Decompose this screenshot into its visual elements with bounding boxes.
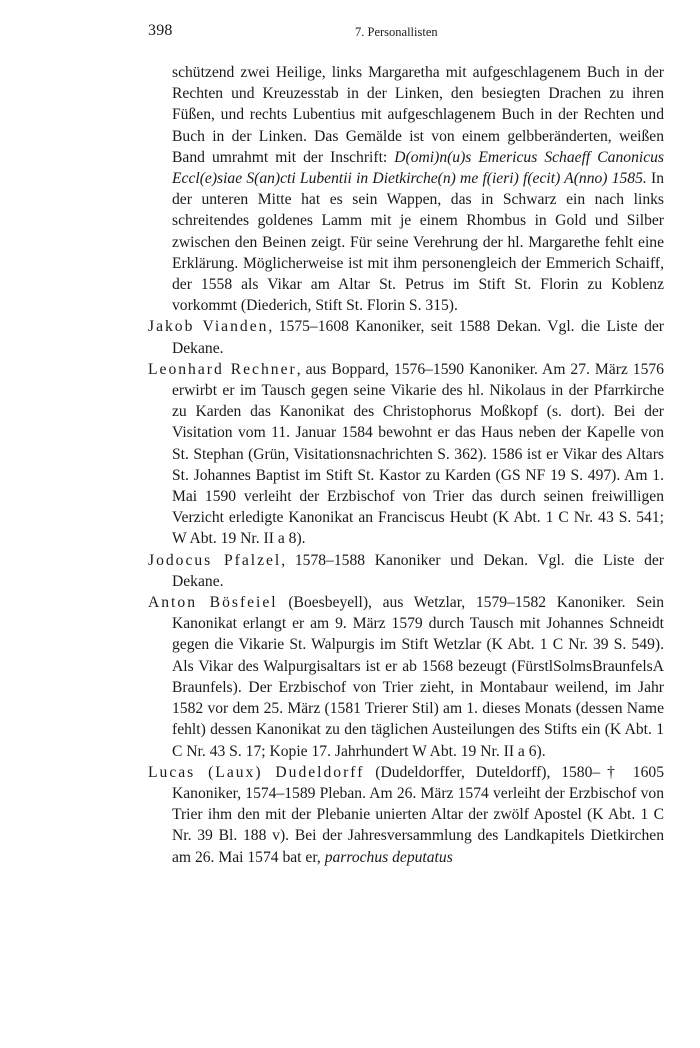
- entry-text: , 1575–1608 Kanoniker, seit 1588 Dekan. Vgl. die Liste der Dekane.: [172, 318, 664, 357]
- page-number: 398: [148, 22, 173, 39]
- main-text: [148, 62, 664, 868]
- entry-text: , 1578–1588 Kanoniker und Dekan. Vgl. die Liste der Dekane.: [172, 551, 664, 590]
- person-entry: [148, 359, 664, 550]
- person-name: Jakob Vianden: [148, 318, 269, 336]
- continuation-paragraph: [148, 62, 664, 316]
- person-name: Lucas (Laux) Dudeldorff: [148, 763, 365, 781]
- italic-phrase: parrochus deputatus: [324, 848, 453, 866]
- entry-text: (Dudeldorffer, Duteldorff), 1580–† 1605 Kanoniker, 1574–1589 Pleban. Am 26. März 1574 verleiht der Erzbischof von Trier ihm den mit der Plebanie unierten Altar der zwölf Apostel (K Abt. 1 C Nr. 39 Bl. 188 v). Bei der Jahresversammlung des Landkapitels Dietkirchen am 26. Mai 1574 bat er,: [172, 763, 664, 866]
- person-name: Jodocus Pfalzel: [148, 551, 282, 569]
- paragraph-text: In der unteren Mitte hat es sein Wappen, das in Schwarz ein nach links schreitendes goldenes Lamm mit je einem Rhombus in Gold und Silber zwischen den Beinen zeigt. Für seine Verehrung der hl. Margarethe fehlt eine Erklärung. Möglicherweise ist mit ihm personengleich der Emmerich Schaiff, der 1558 als Vikar am Altar St. Petrus im Stift St. Florin zu Koblenz vorkommt (Diederich, Stift St. Florin S. 315).: [172, 170, 664, 315]
- person-entry: [148, 762, 664, 868]
- paragraph-text: schützend zwei Heilige, links Margaretha mit aufgeschlagenem Buch in der Rechten und Kreuzesstab in der Linken, den besiegten Drachen zu ihren Füßen, und rechts Lubentius mit aufgeschlagenem Buch in der Rechten und Buch in der Linken. Das Gemälde ist von einem gelbberänderten, weißen Band umrahmt mit der Inschrift:: [172, 64, 664, 166]
- person-name: Leonhard Rechner: [148, 360, 297, 378]
- person-name: Anton Bösfeiel: [148, 594, 278, 612]
- person-entry: [148, 316, 664, 358]
- running-title: 7. Personallisten: [355, 25, 438, 39]
- person-entry: [148, 592, 664, 762]
- entry-text: (Boesbeyell), aus Wetzlar, 1579–1582 Kanoniker. Sein Kanonikat erlangt er am 9. März 1579 durch Tausch mit Johannes Schneidt gegen die Vikarie St. Walpurgis im Stift Wetzlar (K Abt. 1 C Nr. 39 S. 549). Als Vikar des Walpurgisaltars ist er ab 1568 bezeugt (FürstlSolmsBraunfelsA Braunfels). Der Erzbischof von Trier zieht, in Montabaur weilend, im Jahr 1582 vor dem 25. März (1581 Trierer Stil) am 1. dieses Monats (dessen Name fehlt) dessen Kanonikat zu den täglichen Austeilungen des Stifts ein (K Abt. 1 C Nr. 43 S. 17; Kopie 17. Jahrhundert W Abt. 19 Nr. II a 6).: [172, 594, 664, 760]
- person-entry: [148, 550, 664, 592]
- inscription-text: D(omi)n(u)s Emericus Schaeff Canonicus Eccl(e)siae S(an)cti Lubentii in Dietkirche(n) me f(ieri) f(ecit) A(nno) 1585.: [172, 148, 664, 188]
- entry-text: , aus Boppard, 1576–1590 Kanoniker. Am 27. März 1576 erwirbt er im Tausch gegen seine Vikarie des hl. Nikolaus in der Pfarrkirche zu Karden das Kanonikat des Christophorus Moßkopf (s. dort). Bei der Visitation vom 11. Januar 1584 bewohnt er das Haus neben der Kapelle von St. Stephan (Grün, Visitationsnachrichten S. 362). 1586 ist er Vikar des Altars St. Johannes Baptist im Stift St. Kastor zu Karden (GS NF 19 S. 497). Am 1. Mai 1590 verleiht der Erzbischof von Trier das durch seinen freiwilligen Verzicht erledigte Kanonikat an Franciscus Heubt (K Abt. 1 C Nr. 43 S. 541; W Abt. 19 Nr. II a 8).: [172, 360, 664, 548]
